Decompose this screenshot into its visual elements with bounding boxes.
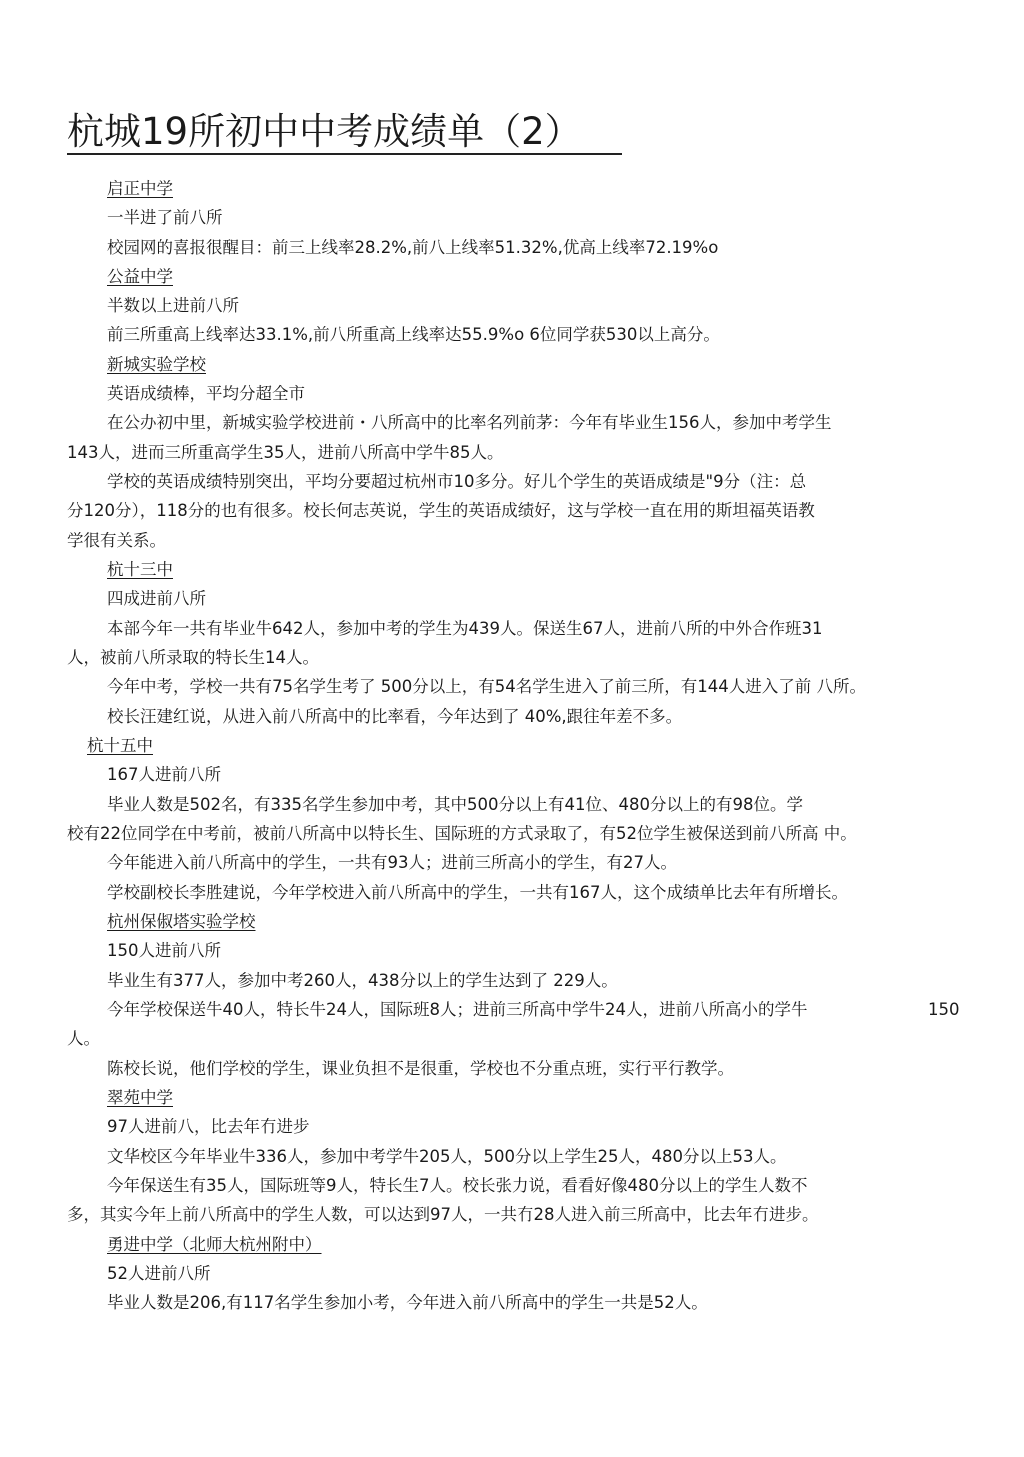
subheading: 97人进前八，比去年冇进步 (107, 1117, 310, 1136)
subheading: 150人进前八所 (107, 941, 221, 960)
paragraph-line: 校长汪建红说，从进入前八所高中的比率看，今年达到了 40%,跟往年差不多。 (107, 707, 683, 726)
section-heading-yongjin: 勇进中学（北师大杭州附中） (107, 1235, 322, 1254)
paragraph-line: 文华校区今年毕业牛336人，参加中考学牛205人，500分以上学生25人，480分以上53人。 (107, 1147, 787, 1166)
section-heading-xincheng: 新城实验学校 (107, 355, 206, 374)
title-underline (67, 153, 622, 155)
paragraph-line: 多，其实今年上前八所高中的学生人数，可以达到97人，一共冇28人进入前三所高中，比去年冇进步。 (67, 1205, 819, 1224)
subheading: 半数以上进前八所 (107, 296, 239, 315)
subheading: 英语成绩棒，平均分超全市 (107, 384, 305, 403)
paragraph-line: 今年能进入前八所高中的学生，一共有93人；进前三所高小的学生，有27人。 (107, 853, 677, 872)
subheading: 四成进前八所 (107, 589, 206, 608)
paragraph-line: 校有22位同学在中考前，被前八所高中以特长生、国际班的方式录取了，有52位学生被保送到前八所高 中。 (67, 824, 857, 843)
document-title: 杭城19所初中中考成绩单（2） (67, 110, 582, 153)
paragraph-line: 前三所重高上线率达33.1%,前八所重高上线率达55.9%o 6位同学获530以上高分。 (107, 325, 720, 344)
paragraph-line: 分120分），118分的也有很多。校长何志英说，学生的英语成绩好，这与学校一直在用的斯坦福英语教 (67, 501, 815, 520)
paragraph-line: 学校的英语成绩特别突出，平均分要超过杭州市10多分。好儿个学生的英语成绩是"9分（注：总 (107, 472, 807, 491)
paragraph-line: 在公办初中里，新城实验学校进前・八所高中的比率名列前茅：今年有毕业生156人，参加中考学生 (107, 413, 832, 432)
section-heading-qizheng: 启正中学 (107, 179, 173, 198)
paragraph-line: 今年保送生有35人，国际班等9人，特长生7人。校长张力说，看看好像480分以上的学生人数不 (107, 1176, 808, 1195)
subheading: 167人进前八所 (107, 765, 221, 784)
section-heading-gongyi: 公益中学 (107, 267, 173, 286)
paragraph-line: 学很有关系。 (67, 531, 166, 550)
paragraph-line: 今年学校保送牛40人，特长牛24人，国际班8人；进前三所高中学牛24人，进前八所高小的学牛 (107, 1000, 808, 1019)
paragraph-number: 150 (928, 1000, 960, 1019)
section-heading-hang15: 杭十五中 (87, 736, 153, 755)
subheading: 一半进了前八所 (107, 208, 223, 227)
paragraph-line: 本部今年一共有毕业牛642人，参加中考的学生为439人。保送生67人，进前八所的中外合作班31 (107, 619, 823, 638)
section-heading-hang13: 杭十三中 (107, 560, 173, 579)
paragraph-line: 毕业人数是502名，有335名学生参加中考，其中500分以上有41位、480分以上的有98位。学 (107, 795, 803, 814)
paragraph-line: 人，被前八所录取的特长生14人。 (67, 648, 319, 667)
paragraph-line: 学校副校长李胜建说，今年学校进入前八所高中的学生，一共有167人，这个成绩单比去年有所增长。 (107, 883, 848, 902)
section-heading-baochuta: 杭州保俶塔实验学校 (107, 912, 256, 931)
paragraph-line: 陈校长说，他们学校的学生，课业负担不是很重，学校也不分重点班，实行平行教学。 (107, 1059, 734, 1078)
paragraph-line: 毕业生有377人，参加中考260人，438分以上的学生达到了 229人。 (107, 971, 618, 990)
paragraph-line: 毕业人数是206,有117名学生参加小考，今年进入前八所高中的学生一共是52人。 (107, 1293, 708, 1312)
paragraph-line: 人。 (67, 1029, 100, 1048)
paragraph-line: 今年中考，学校一共有75名学生考了 500分以上，有54名学生进入了前三所，有144人进入了前 八所。 (107, 677, 866, 696)
section-heading-cuiyuan: 翠苑中学 (107, 1088, 173, 1107)
paragraph-line: 143人，进而三所重高学生35人，进前八所高中学牛85人。 (67, 443, 504, 462)
paragraph-line: 校园网的喜报很醒目：前三上线率28.2%,前八上线率51.32%,优高上线率72.19%o (107, 238, 719, 257)
subheading: 52人进前八所 (107, 1264, 211, 1283)
